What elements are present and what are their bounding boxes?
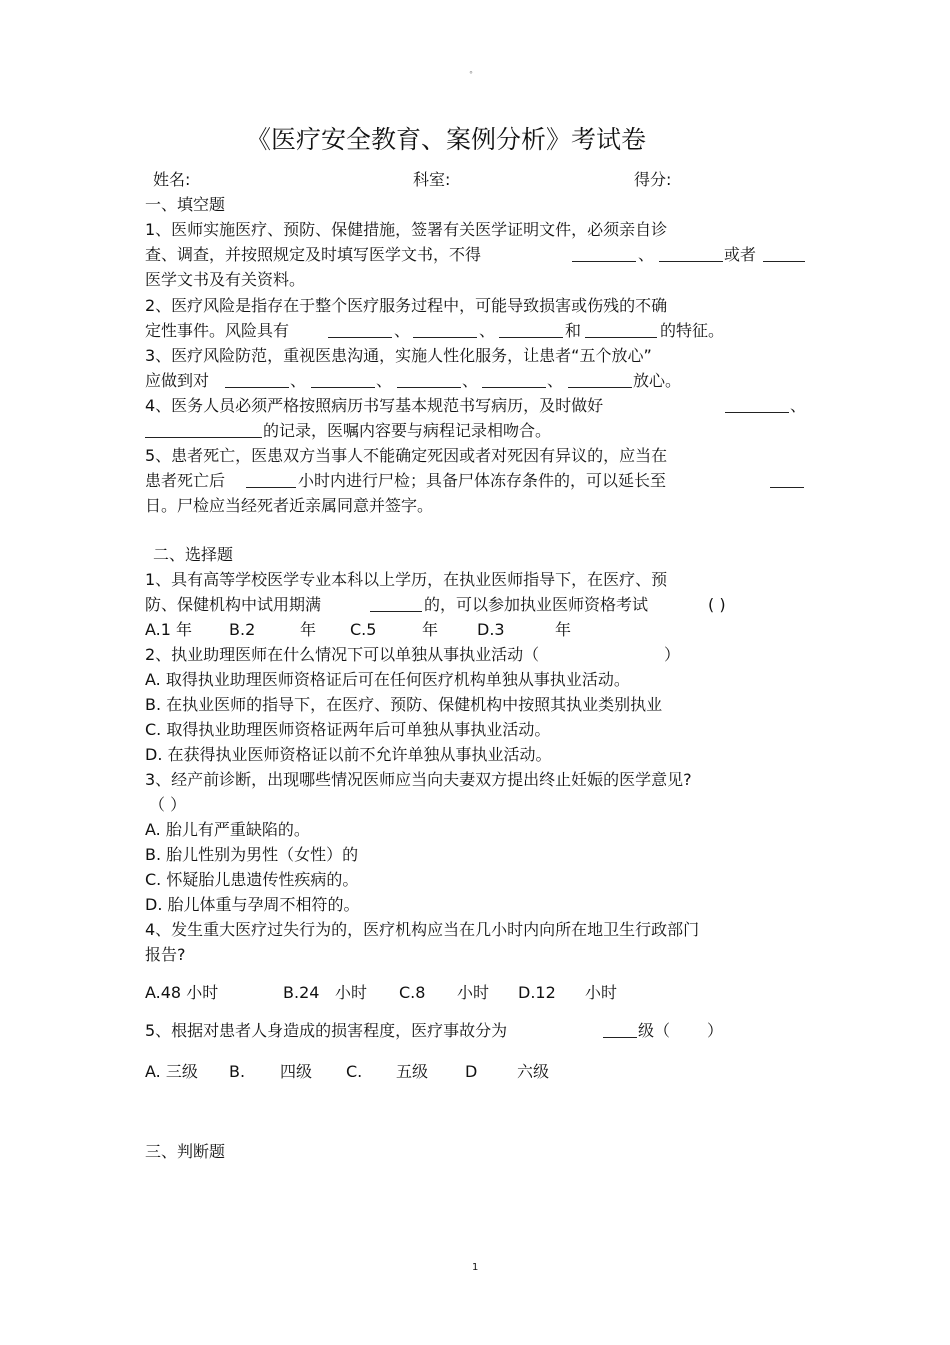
c2-option-a[interactable]: A. 取得执业助理医师资格证后可在任何医疗机构单独从事执业活动。: [145, 670, 630, 689]
c1-answer-paren[interactable]: ( ): [708, 595, 726, 614]
dept-label: 科室:: [413, 170, 451, 189]
c4-option-d[interactable]: D.12: [518, 983, 556, 1002]
c2-close-paren: ）: [664, 645, 681, 664]
q3-end: 放心。: [633, 371, 682, 390]
q2-line-a: 2、医疗风险是指存在于整个医疗服务过程中，可能导致损害或伤残的不确: [145, 296, 668, 315]
c5-option-b-text: 四级: [280, 1062, 313, 1081]
c3-line-a: 3、经产前诊断，出现哪些情况医师应当向夫妻双方提出终止妊娠的医学意见?: [145, 770, 692, 789]
c1-option-c[interactable]: C.5: [350, 620, 377, 639]
q5-line-a: 5、患者死亡，医患双方当事人不能确定死因或者对死因有异议的，应当在: [145, 446, 668, 465]
c5-option-a[interactable]: A. 三级: [145, 1062, 198, 1081]
c2-option-d[interactable]: D. 在获得执业医师资格证以前不允许单独从事执业活动。: [145, 745, 552, 764]
c5-option-d[interactable]: D: [465, 1062, 478, 1081]
c2-option-c[interactable]: C. 取得执业助理医师资格证两年后可单独从事执业活动。: [145, 720, 551, 739]
q5-line-c: 日。尸检应当经死者近亲属同意并签字。: [145, 496, 434, 515]
q3-sep-4: 、: [547, 371, 564, 390]
q5-line-b2: 小时内进行尸检；具备尸体冻存条件的，可以延长至: [298, 471, 667, 490]
c4-option-c-unit: 小时: [457, 983, 490, 1002]
q3-sep-2: 、: [376, 371, 393, 390]
q1-blank-3[interactable]: [763, 246, 805, 262]
c5-line-b: 级（: [638, 1021, 671, 1040]
q2-sep-2: 、: [479, 321, 496, 340]
q3-blank-2[interactable]: [311, 372, 375, 388]
q5-blank-1[interactable]: [246, 472, 296, 488]
c4-option-c[interactable]: C.8: [399, 983, 426, 1002]
c5-option-c-text: 五级: [396, 1062, 429, 1081]
q3-line-a: 3、医疗风险防范，重视医患沟通，实施人性化服务，让患者“五个放心”: [145, 346, 652, 365]
c2-option-b[interactable]: B. 在执业医师的指导下，在医疗、预防、保健机构中按照其执业类别执业: [145, 695, 663, 714]
q2-line-b: 定性事件。风险具有: [145, 321, 290, 340]
q3-line-b: 应做到对: [145, 371, 210, 390]
c1-option-b[interactable]: B.2: [229, 620, 256, 639]
c5-option-b[interactable]: B.: [229, 1062, 246, 1081]
q5-blank-2[interactable]: [770, 472, 804, 488]
q3-sep-1: 、: [290, 371, 307, 390]
page-number: 1: [472, 1262, 479, 1273]
q2-and: 和: [565, 321, 582, 340]
c1-option-b-unit: 年: [300, 620, 317, 639]
q4-blank-2[interactable]: [145, 422, 262, 438]
c5-line-a: 5、根据对患者人身造成的损害程度，医疗事故分为: [145, 1021, 508, 1040]
q1-or: 或者: [724, 245, 757, 264]
q2-blank-1[interactable]: [328, 322, 392, 338]
c5-close-paren: ）: [707, 1021, 724, 1040]
q2-sep-1: 、: [394, 321, 411, 340]
c2-line-a: 2、执业助理医师在什么情况下可以单独从事执业活动（: [145, 645, 540, 664]
q2-end: 的特征。: [660, 321, 725, 340]
q3-blank-1[interactable]: [225, 372, 289, 388]
c4-option-b[interactable]: B.24: [283, 983, 320, 1002]
c5-option-d-text: 六级: [517, 1062, 550, 1081]
c4-option-b-unit: 小时: [335, 983, 368, 1002]
section-heading-fill-in: 一、填空题: [145, 195, 226, 214]
score-label: 得分:: [634, 170, 672, 189]
q4-sep: 、: [790, 396, 807, 415]
c4-option-a[interactable]: A.48 小时: [145, 983, 219, 1002]
name-label: 姓名:: [153, 170, 191, 189]
q1-line-b: 查、调查，并按照规定及时填写医学文书，不得: [145, 245, 482, 264]
c4-option-d-unit: 小时: [585, 983, 618, 1002]
q2-blank-2[interactable]: [413, 322, 477, 338]
q4-blank-1[interactable]: [725, 397, 789, 413]
section-heading-true-false: 三、判断题: [145, 1142, 226, 1161]
q3-sep-3: 、: [462, 371, 479, 390]
c3-option-a[interactable]: A. 胎儿有严重缺陷的。: [145, 820, 310, 839]
c1-blank[interactable]: [370, 596, 422, 612]
c1-option-d[interactable]: D.3: [477, 620, 505, 639]
c3-answer-paren[interactable]: （ ）: [149, 795, 187, 814]
c1-line-a: 1、具有高等学校医学专业本科以上学历，在执业医师指导下，在医疗、预: [145, 570, 668, 589]
q5-line-b1: 患者死亡后: [145, 471, 226, 490]
q1-line-c: 医学文书及有关资料。: [145, 270, 306, 289]
c1-line-b1: 防、保健机构中试用期满: [145, 595, 322, 614]
c1-line-b2: 的，可以参加执业医师资格考试: [424, 595, 649, 614]
c5-blank[interactable]: [603, 1022, 637, 1038]
q3-blank-3[interactable]: [397, 372, 461, 388]
c1-option-d-unit: 年: [555, 620, 572, 639]
q1-sep: 、: [638, 245, 655, 264]
header-mark: °: [469, 70, 473, 79]
c5-option-c[interactable]: C.: [346, 1062, 363, 1081]
q1-blank-1[interactable]: [572, 246, 636, 262]
q1-line-a: 1、医师实施医疗、预防、保健措施，签署有关医学证明文件，必须亲自诊: [145, 220, 668, 239]
c1-option-c-unit: 年: [422, 620, 439, 639]
q1-blank-2[interactable]: [659, 246, 723, 262]
c3-option-b[interactable]: B. 胎儿性别为男性（女性）的: [145, 845, 359, 864]
c1-option-a[interactable]: A.1 年: [145, 620, 193, 639]
c4-line-b: 报告?: [145, 945, 186, 964]
page-title: 《医疗安全教育、案例分析》考试卷: [246, 125, 647, 154]
q2-blank-3[interactable]: [499, 322, 563, 338]
q2-blank-4[interactable]: [585, 322, 657, 338]
q4-line-b: 的记录，医嘱内容要与病程记录相吻合。: [263, 421, 552, 440]
q3-blank-5[interactable]: [568, 372, 632, 388]
section-heading-choice: 二、选择题: [153, 545, 234, 564]
c4-line-a: 4、发生重大医疗过失行为的，医疗机构应当在几小时内向所在地卫生行政部门: [145, 920, 700, 939]
c3-option-d[interactable]: D. 胎儿体重与孕周不相符的。: [145, 895, 360, 914]
q4-line-a: 4、医务人员必须严格按照病历书写基本规范书写病历，及时做好: [145, 396, 604, 415]
q3-blank-4[interactable]: [482, 372, 546, 388]
c3-option-c[interactable]: C. 怀疑胎儿患遗传性疾病的。: [145, 870, 359, 889]
